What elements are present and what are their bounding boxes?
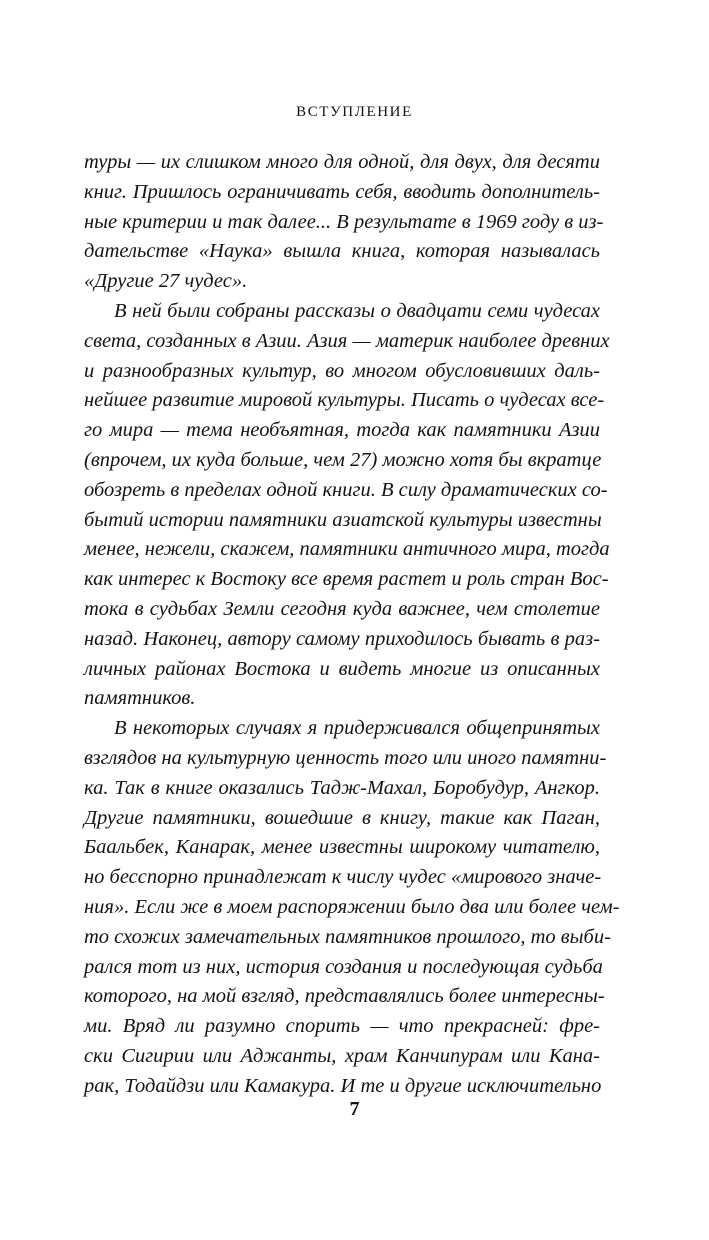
text-line: ка. Так в книге оказались Тадж-Махал, Боробудур, Ангкор. xyxy=(84,776,600,799)
text-line: взглядов на культурную ценность того или иного памятни- xyxy=(84,746,607,769)
text-line: но бесспорно принадлежат к числу чудес «мирового значе- xyxy=(84,866,602,889)
text-line: то схожих замечательных памятников прошлого, то выби- xyxy=(84,925,611,948)
text-line: В ней были собраны рассказы о двадцати семи чудесах xyxy=(114,299,600,322)
text-line: «Другие 27 чудес». xyxy=(84,270,248,293)
paragraph-1 xyxy=(84,148,604,297)
text-line: света, созданных в Азии. Азия — материк наиболее древних xyxy=(84,329,610,352)
text-line: туры — их слишком много для одной, для двух, для десяти xyxy=(84,151,600,173)
text-line: как интерес к Востоку все время растет и роль стран Вос- xyxy=(84,568,609,591)
text-line: Баальбек, Канарак, менее известны широкому читателю, xyxy=(84,836,600,859)
text-line: го мира — тема необъятная, тогда как памятники Азии xyxy=(84,419,600,442)
text-line: памятников. xyxy=(84,687,196,710)
text-line: ния». Если же в моем распоряжении было два или более чем- xyxy=(84,895,620,918)
text-line: нейшее развитие мировой культуры. Писать о чудесах все- xyxy=(84,389,605,412)
text-line: Другие памятники, вошедшие в книгу, такие как Паган, xyxy=(84,806,600,829)
paragraph-3 xyxy=(84,714,620,1101)
text-line: книг. Пришлось ограничивать себя, вводить дополнитель- xyxy=(84,180,600,203)
text-line: и разнообразных культур, во многом обусловивших даль- xyxy=(84,359,600,382)
text-line: ные критерии и так далее... В результате в 1969 году в из- xyxy=(84,210,604,233)
text-line: ски Сигирии или Аджанты, храм Канчипурам или Кана- xyxy=(84,1044,600,1067)
text-line: В некоторых случаях я придерживался общепринятых xyxy=(114,717,600,740)
text-line: которого, на мой взгляд, представлялись более интересны- xyxy=(84,985,605,1008)
text-line: бытий истории памятники азиатской культуры известны xyxy=(84,508,602,531)
text-line: дательстве «Наука» вышла книга, которая называлась xyxy=(84,240,600,263)
text-line: (впрочем, их куда больше, чем 27) можно хотя бы вкратце xyxy=(84,448,602,471)
text-line: назад. Наконец, автору самому приходилось бывать в раз- xyxy=(84,627,600,650)
text-line: ми. Вряд ли разумно спорить — что прекрасней: фре- xyxy=(84,1015,600,1038)
text-line: рался тот из них, история создания и последующая судьба xyxy=(84,955,603,978)
body-text xyxy=(84,148,620,1102)
running-head: ВСТУПЛЕНИЕ xyxy=(296,104,413,120)
paragraph-2 xyxy=(84,297,610,714)
text-line: рак, Тодайдзи или Камакура. И те и другие исключительно xyxy=(84,1074,602,1097)
text-line: личных районах Востока и видеть многие из описанных xyxy=(84,657,600,680)
text-line: менее, нежели, скажем, памятники античного мира, тогда xyxy=(84,538,610,561)
page-number: 7 xyxy=(349,1098,360,1120)
text-line: тока в судьбах Земли сегодня куда важнее, чем столетие xyxy=(84,597,600,620)
text-line: обозреть в пределах одной книги. В силу драматических со- xyxy=(84,478,608,501)
